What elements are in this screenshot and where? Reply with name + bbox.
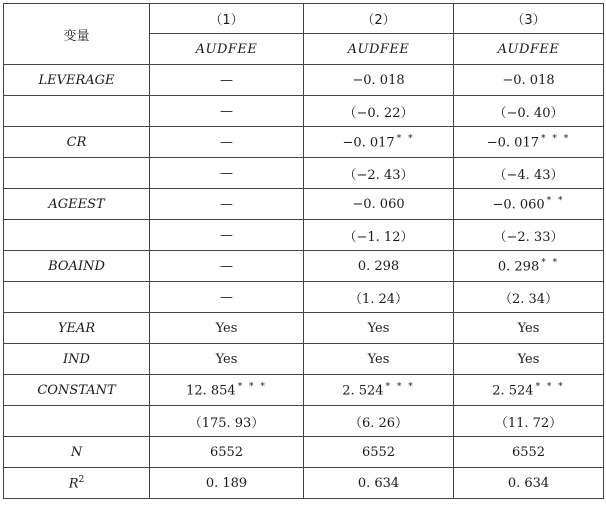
cell-value: — — [220, 289, 233, 305]
significance-stars: * * — [396, 133, 415, 144]
table-cell — [150, 251, 304, 282]
cell-value: 6552 — [209, 444, 244, 460]
table-cell — [454, 282, 604, 313]
table-cell — [150, 65, 304, 96]
table-cell — [454, 220, 604, 251]
cell-value: （−2. 33） — [493, 229, 564, 245]
cell-value: Yes — [215, 320, 238, 336]
table-cell — [454, 344, 604, 375]
table-cell — [150, 96, 304, 127]
table-cell — [150, 406, 304, 437]
cell-value: （−1. 12） — [343, 229, 414, 245]
cell-value: 0. 189 — [205, 475, 248, 491]
cell-value: — — [220, 72, 233, 88]
significance-stars: * * * — [385, 381, 415, 392]
cell-value: 0. 634 — [507, 475, 550, 491]
table-cell — [454, 437, 604, 468]
row-variable-name — [4, 251, 150, 282]
table-cell — [454, 251, 604, 282]
cell-value: −0. 018 — [502, 72, 555, 88]
variable-name-text: YEAR — [57, 320, 96, 336]
cell-value: （175. 93） — [188, 415, 265, 431]
significance-stars: * * * — [535, 381, 565, 392]
table-cell — [304, 127, 454, 158]
table-cell — [454, 406, 604, 437]
table-cell — [454, 96, 604, 127]
table-cell — [454, 313, 604, 344]
cell-value: −0. 017 — [486, 135, 539, 151]
table-row — [4, 313, 604, 344]
row-variable-name — [4, 344, 150, 375]
table-cell — [304, 344, 454, 375]
significance-stars: * * — [541, 257, 560, 268]
variable-name-text: AGEEST — [48, 196, 105, 212]
table-cell — [150, 344, 304, 375]
column-header-1: （1） — [150, 4, 304, 34]
table-row — [4, 375, 604, 406]
table-row — [4, 65, 604, 96]
table-row — [4, 96, 604, 127]
row-variable-name — [4, 282, 150, 313]
cell-value: −0. 018 — [352, 72, 405, 88]
variable-superscript: 2 — [78, 474, 85, 485]
row-variable-name — [4, 158, 150, 189]
cell-value: （−2. 43） — [343, 167, 414, 183]
significance-stars: * * * — [237, 381, 267, 392]
cell-value: — — [220, 134, 233, 150]
table-row — [4, 344, 604, 375]
table-cell — [304, 282, 454, 313]
row-variable-name — [4, 220, 150, 251]
dependent-variable-2: AUDFEE — [304, 34, 454, 65]
variable-name-text: IND — [63, 351, 90, 367]
variable-name-text: N — [70, 444, 83, 460]
significance-stars: * * * — [541, 133, 571, 144]
row-variable-name — [4, 189, 150, 220]
row-variable-name — [4, 65, 150, 96]
cell-value: — — [220, 227, 233, 243]
cell-value: 0. 298 — [357, 258, 400, 274]
cell-value: — — [220, 258, 233, 274]
table-cell — [454, 158, 604, 189]
table-cell — [304, 158, 454, 189]
cell-value: Yes — [517, 351, 540, 367]
cell-value: 0. 298 — [497, 259, 540, 275]
table-cell — [304, 375, 454, 406]
table-cell — [304, 437, 454, 468]
table-cell — [454, 189, 604, 220]
cell-value: 2. 524 — [492, 383, 534, 399]
cell-value: （2. 34） — [498, 291, 559, 307]
table-cell — [454, 65, 604, 96]
table-cell — [150, 282, 304, 313]
cell-value: （−0. 40） — [493, 105, 564, 121]
table-cell — [150, 158, 304, 189]
table-cell — [150, 375, 304, 406]
table-cell — [304, 189, 454, 220]
cell-value: — — [220, 196, 233, 212]
table-cell — [150, 313, 304, 344]
column-header-3: （3） — [454, 4, 604, 34]
regression-table — [3, 3, 604, 499]
variable-name-text: BOAIND — [48, 258, 105, 274]
table-row — [4, 251, 604, 282]
table-cell — [454, 468, 604, 499]
cell-value: （6. 26） — [348, 415, 409, 431]
cell-value: （−4. 43） — [493, 167, 564, 183]
row-variable-name — [4, 127, 150, 158]
row-variable-name — [4, 375, 150, 406]
cell-value: Yes — [367, 320, 390, 336]
significance-stars: * * — [546, 195, 565, 206]
cell-value: 0. 634 — [357, 475, 400, 491]
variable-name-text: CR — [66, 134, 87, 150]
cell-value: Yes — [215, 351, 238, 367]
cell-value: — — [220, 165, 233, 181]
cell-value: 6552 — [361, 444, 396, 460]
table-row — [4, 189, 604, 220]
cell-value: 12. 854 — [186, 383, 236, 399]
table-cell — [304, 65, 454, 96]
cell-value: 2. 524 — [342, 383, 384, 399]
variable-name-text: LEVERAGE — [38, 72, 115, 88]
table-cell — [304, 96, 454, 127]
header-row-columns — [4, 4, 604, 34]
cell-value: — — [220, 103, 233, 119]
table-row — [4, 158, 604, 189]
regression-table-container — [3, 3, 603, 499]
cell-value: −0. 017 — [342, 135, 395, 151]
column-header-2: （2） — [304, 4, 454, 34]
cell-value: −0. 060 — [352, 196, 405, 212]
table-cell — [454, 375, 604, 406]
table-cell — [304, 251, 454, 282]
variable-header: 变量 — [4, 4, 150, 65]
row-variable-name — [4, 437, 150, 468]
cell-value: 6552 — [511, 444, 546, 460]
table-row — [4, 282, 604, 313]
table-cell — [150, 127, 304, 158]
table-row — [4, 127, 604, 158]
table-cell — [150, 189, 304, 220]
row-variable-name — [4, 468, 150, 499]
row-variable-name — [4, 96, 150, 127]
cell-value: （1. 24） — [348, 291, 409, 307]
dependent-variable-1: AUDFEE — [150, 34, 304, 65]
table-cell — [150, 468, 304, 499]
table-row — [4, 406, 604, 437]
dependent-variable-3: AUDFEE — [454, 34, 604, 65]
table-cell — [150, 220, 304, 251]
variable-name-text: CONSTANT — [37, 382, 116, 398]
cell-value: Yes — [367, 351, 390, 367]
table-cell — [454, 127, 604, 158]
row-variable-name — [4, 406, 150, 437]
cell-value: −0. 060 — [492, 197, 545, 213]
cell-value: Yes — [517, 320, 540, 336]
table-cell — [304, 313, 454, 344]
cell-value: （−0. 22） — [343, 105, 414, 121]
table-cell — [304, 220, 454, 251]
table-cell — [304, 406, 454, 437]
table-cell — [304, 468, 454, 499]
cell-value: （11. 72） — [494, 415, 563, 431]
table-row — [4, 468, 604, 499]
table-row — [4, 437, 604, 468]
row-variable-name — [4, 313, 150, 344]
variable-name-text: R — [68, 476, 79, 492]
table-row — [4, 220, 604, 251]
table-cell — [150, 437, 304, 468]
